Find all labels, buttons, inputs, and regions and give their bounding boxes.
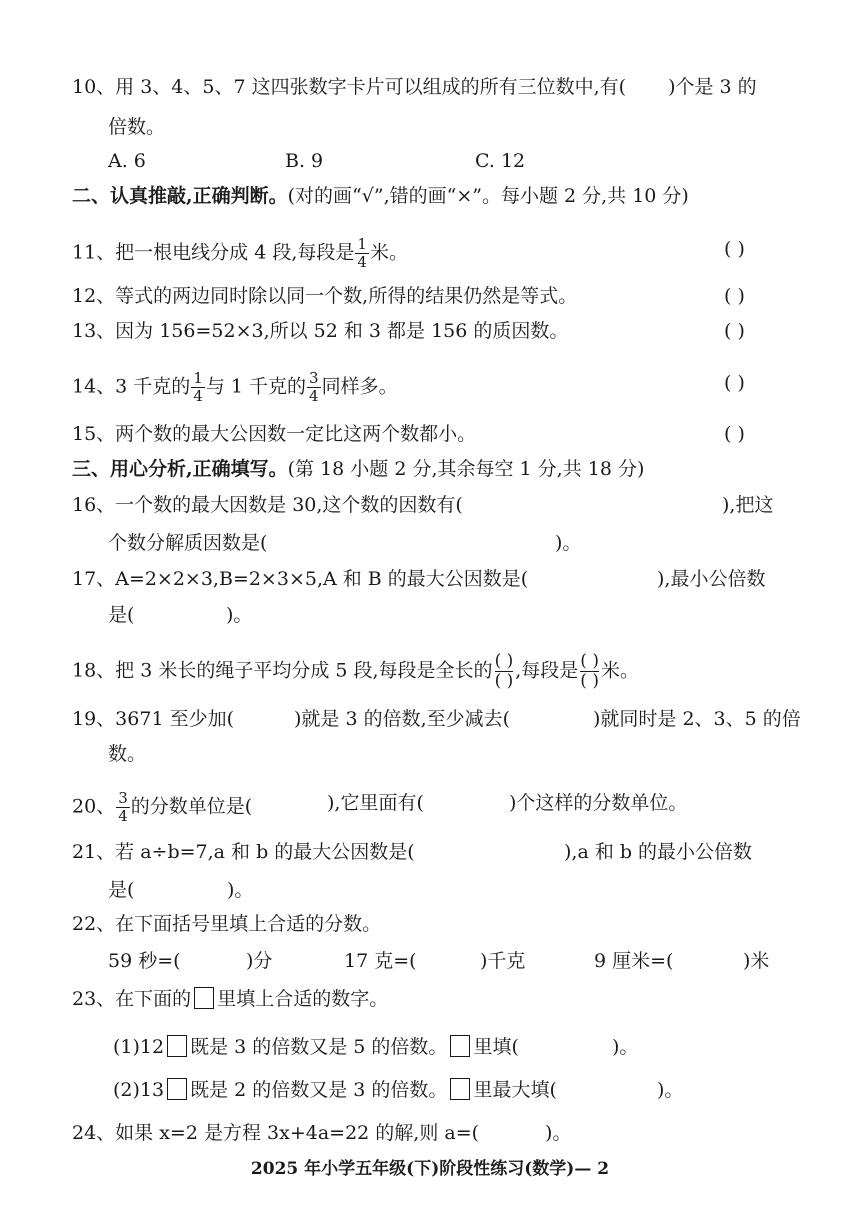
fraction: $\frac{1}{4}$ bbox=[193, 369, 203, 405]
q16-line1: 16、一个数的最大因数是 30,这个数的因数有( bbox=[72, 494, 463, 516]
q17-line2: 是( bbox=[108, 604, 135, 626]
q11-answer-paren[interactable]: ( ) bbox=[724, 238, 745, 260]
q23-title: 23、在下面的 里填上合适的数字。 bbox=[72, 988, 389, 1010]
q23-part2: (2)13 既是 2 的倍数又是 3 的倍数。 里最大填( bbox=[113, 1079, 557, 1101]
q10-option-c: C. 12 bbox=[475, 150, 526, 172]
q10-line1: 10、用 3、4、5、7 这四张数字卡片可以组成的所有三位数中,有( )个是 3 的 bbox=[72, 76, 757, 98]
q23-part2-end: )。 bbox=[657, 1079, 684, 1101]
q12-text: 12、等式的两边同时除以同一个数,所得的结果仍然是等式。 bbox=[72, 285, 578, 307]
q23-part1-end: )。 bbox=[612, 1036, 639, 1058]
q15-text: 15、两个数的最大公因数一定比这两个数都小。 bbox=[72, 423, 477, 445]
q10-line2: 倍数。 bbox=[108, 116, 166, 138]
q23-part1: (1)12 既是 3 的倍数又是 5 的倍数。 里填( bbox=[113, 1036, 519, 1058]
q22-item-a: 59 秒=( bbox=[108, 950, 181, 972]
q11-text: 11、把一根电线分成 4 段,每段是 $\frac{1}{4}$ 米。 bbox=[72, 235, 408, 271]
q14-answer-paren[interactable]: ( ) bbox=[724, 372, 745, 394]
q20-mid: ),它里面有( bbox=[327, 792, 424, 814]
q18-text: 18、把 3 米长的绳子平均分成 5 段,每段是全长的 $\frac{( )}{( )}$ ,每段是 $\frac{( )}{( )}$ 米。 bbox=[72, 651, 639, 691]
q20-end: )个这样的分数单位。 bbox=[509, 792, 688, 814]
page-footer: 2025 年小学五年级(下)阶段性练习(数学)— 2 bbox=[250, 1159, 610, 1179]
q20-text: 20、 $\frac{3}{4}$ 的分数单位是( bbox=[72, 789, 253, 825]
blank-fraction-2[interactable]: $\frac{( )}{( )}$ bbox=[580, 651, 599, 691]
q12-answer-paren[interactable]: ( ) bbox=[724, 285, 745, 307]
q14-text: 14、3 千克的 $\frac{1}{4}$ 与 1 千克的 $\frac{3}{4}$ 同样多。 bbox=[72, 369, 398, 405]
q22-title: 22、在下面括号里填上合适的分数。 bbox=[72, 913, 382, 935]
digit-box bbox=[194, 987, 214, 1009]
q22-item-b: 17 克=( bbox=[344, 950, 417, 972]
fraction: $\frac{1}{4}$ bbox=[357, 235, 367, 271]
q16-line2: 个数分解质因数是( bbox=[108, 532, 268, 554]
q24-end: )。 bbox=[545, 1122, 572, 1144]
q21-line1-end: ),a 和 b 的最小公倍数 bbox=[564, 841, 753, 863]
q22-item-c-end: )米 bbox=[743, 950, 770, 972]
q16-line2-end: )。 bbox=[555, 532, 582, 554]
q19-line2: 数。 bbox=[108, 743, 147, 765]
fraction: $\frac{3}{4}$ bbox=[309, 369, 319, 405]
q21-line2: 是( bbox=[108, 879, 135, 901]
q10-option-b: B. 9 bbox=[285, 150, 324, 172]
digit-box[interactable] bbox=[167, 1035, 187, 1057]
q19-line1b: )就是 3 的倍数,至少减去( bbox=[294, 708, 511, 730]
q22-item-b-end: )千克 bbox=[480, 950, 526, 972]
section3-heading: 三、用心分析,正确填写。(第 18 小题 2 分,其余每空 1 分,共 18 分) bbox=[72, 458, 645, 480]
q17-line1-end: ),最小公倍数 bbox=[657, 568, 766, 590]
q17-line1: 17、A=2×2×3,B=2×3×5,A 和 B 的最大公因数是( bbox=[72, 568, 529, 590]
q19-line1a: 19、3671 至少加( bbox=[72, 708, 234, 730]
q10-option-a: A. 6 bbox=[108, 150, 146, 172]
blank-fraction-1[interactable]: $\frac{( )}{( )}$ bbox=[494, 651, 514, 691]
q19-line1c: )就同时是 2、3、5 的倍 bbox=[593, 708, 801, 730]
q13-answer-paren[interactable]: ( ) bbox=[724, 320, 745, 342]
q17-line2-end: )。 bbox=[226, 604, 253, 626]
q21-line2-end: )。 bbox=[227, 879, 254, 901]
q16-line1-end: ),把这 bbox=[722, 494, 774, 516]
digit-box bbox=[450, 1035, 470, 1057]
q15-answer-paren[interactable]: ( ) bbox=[724, 423, 745, 445]
section2-heading: 二、认真推敲,正确判断。(对的画“√”,错的画“×”。每小题 2 分,共 10 分) bbox=[72, 185, 689, 207]
q24-text: 24、如果 x=2 是方程 3x+4a=22 的解,则 a=( bbox=[72, 1122, 480, 1144]
digit-box bbox=[450, 1078, 470, 1100]
q21-line1: 21、若 a÷b=7,a 和 b 的最大公因数是( bbox=[72, 841, 415, 863]
q13-text: 13、因为 156=52×3,所以 52 和 3 都是 156 的质因数。 bbox=[72, 320, 569, 342]
q22-item-c: 9 厘米=( bbox=[594, 950, 674, 972]
fraction: $\frac{3}{4}$ bbox=[118, 789, 128, 825]
digit-box[interactable] bbox=[167, 1078, 187, 1100]
q22-item-a-end: )分 bbox=[246, 950, 273, 972]
